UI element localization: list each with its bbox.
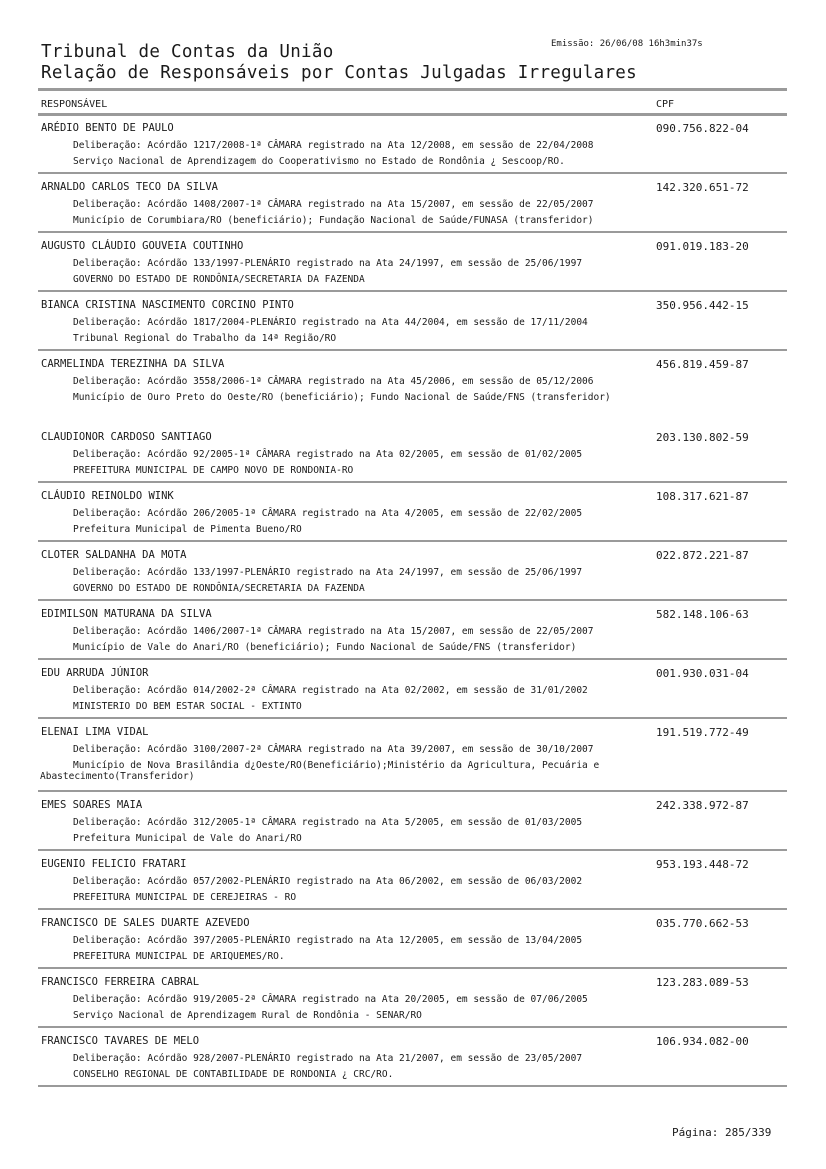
page-title: Tribunal de Contas da União — [41, 42, 334, 62]
record-cpf: 191.519.772-49 — [656, 726, 749, 739]
record-name: EMES SOARES MAIA — [41, 799, 143, 811]
record-cpf: 108.317.621-87 — [656, 490, 749, 503]
record-deliberation: Deliberação: Acórdão 3558/2006-1ª CÂMARA registrado na Ata 45/2006, em sessão de 05/12/2006 — [73, 376, 594, 387]
record-deliberation: Deliberação: Acórdão 1406/2007-1ª CÂMARA registrado na Ata 15/2007, em sessão de 22/05/2007 — [73, 626, 594, 637]
record-divider — [38, 717, 787, 719]
record-cpf: 123.283.089-53 — [656, 976, 749, 989]
record-cpf: 106.934.082-00 — [656, 1035, 749, 1048]
record-cpf: 456.819.459-87 — [656, 358, 749, 371]
record-organization: GOVERNO DO ESTADO DE RONDÔNIA/SECRETARIA DA FAZENDA — [73, 274, 365, 285]
record-divider — [38, 849, 787, 851]
record-divider — [38, 1085, 787, 1087]
record-organization: MINISTERIO DO BEM ESTAR SOCIAL - EXTINTO — [73, 701, 302, 712]
record-organization: Prefeitura Municipal de Vale do Anari/RO — [73, 833, 302, 844]
record-organization: Município de Vale do Anari/RO (beneficiário); Fundo Nacional de Saúde/FNS (transferidor) — [73, 642, 577, 653]
record-name: CLOTER SALDANHA DA MOTA — [41, 549, 187, 561]
record-name: CARMELINDA TEREZINHA DA SILVA — [41, 358, 225, 370]
record-cpf: 350.956.442-15 — [656, 299, 749, 312]
record-organization: Prefeitura Municipal de Pimenta Bueno/RO — [73, 524, 302, 535]
record-name: EDU ARRUDA JÚNIOR — [41, 667, 149, 679]
record-divider — [38, 231, 787, 233]
record-deliberation: Deliberação: Acórdão 919/2005-2ª CÂMARA registrado na Ata 20/2005, em sessão de 07/06/2005 — [73, 994, 588, 1005]
record-name: EUGENIO FELICIO FRATARI — [41, 858, 187, 870]
record-deliberation: Deliberação: Acórdão 1408/2007-1ª CÂMARA registrado na Ata 15/2007, em sessão de 22/05/2007 — [73, 199, 594, 210]
record-deliberation: Deliberação: Acórdão 1817/2004-PLENÁRIO registrado na Ata 44/2004, em sessão de 17/11/2004 — [73, 317, 588, 328]
record-deliberation: Deliberação: Acórdão 397/2005-PLENÁRIO registrado na Ata 12/2005, em sessão de 13/04/2005 — [73, 935, 583, 946]
record-deliberation: Deliberação: Acórdão 057/2002-PLENÁRIO registrado na Ata 06/2002, em sessão de 06/03/2002 — [73, 876, 583, 887]
record-cpf: 582.148.106-63 — [656, 608, 749, 621]
record-organization: Serviço Nacional de Aprendizagem Rural de Rondônia - SENAR/RO — [73, 1010, 422, 1021]
record-name: CLAUDIONOR CARDOSO SANTIAGO — [41, 431, 212, 443]
record-cpf: 001.930.031-04 — [656, 667, 749, 680]
record-cpf: 035.770.662-53 — [656, 917, 749, 930]
record-name: FRANCISCO TAVARES DE MELO — [41, 1035, 200, 1047]
page-number: Página: 285/339 — [672, 1126, 772, 1139]
record-cpf: 022.872.221-87 — [656, 549, 749, 562]
record-deliberation: Deliberação: Acórdão 312/2005-1ª CÂMARA registrado na Ata 5/2005, em sessão de 01/03/2005 — [73, 817, 583, 828]
record-name: EDIMILSON MATURANA DA SILVA — [41, 608, 212, 620]
record-cpf: 203.130.802-59 — [656, 431, 749, 444]
record-organization: PREFEITURA MUNICIPAL DE CAMPO NOVO DE RONDONIA-RO — [73, 465, 354, 476]
record-name: ELENAI LIMA VIDAL — [41, 726, 149, 738]
record-name: CLÁUDIO REINOLDO WINK — [41, 490, 174, 502]
record-organization: PREFEITURA MUNICIPAL DE ARIQUEMES/RO. — [73, 951, 285, 962]
record-divider — [38, 967, 787, 969]
column-header-responsavel: RESPONSÁVEL — [41, 99, 108, 110]
record-cpf: 242.338.972-87 — [656, 799, 749, 812]
record-organization: Município de Nova Brasilândia d¿Oeste/RO(Beneficiário);Ministério da Agricultura, Pecuária e Abastecimento(Transferidor) — [40, 760, 600, 782]
record-divider — [38, 172, 787, 174]
record-cpf: 091.019.183-20 — [656, 240, 749, 253]
record-divider — [38, 599, 787, 601]
column-header-cpf: CPF — [656, 99, 675, 110]
record-divider — [38, 540, 787, 542]
record-name: FRANCISCO FERREIRA CABRAL — [41, 976, 200, 988]
record-deliberation: Deliberação: Acórdão 133/1997-PLENÁRIO registrado na Ata 24/1997, em sessão de 25/06/1997 — [73, 258, 583, 269]
record-organization: Município de Corumbiara/RO (beneficiário); Fundação Nacional de Saúde/FUNASA (transferidor) — [73, 215, 594, 226]
record-divider — [38, 908, 787, 910]
record-organization: Serviço Nacional de Aprendizagem do Cooperativismo no Estado de Rondônia ¿ Sescoop/RO. — [73, 156, 565, 167]
record-name: AUGUSTO CLÁUDIO GOUVEIA COUTINHO — [41, 240, 244, 252]
record-organization: CONSELHO REGIONAL DE CONTABILIDADE DE RONDONIA ¿ CRC/RO. — [73, 1069, 394, 1080]
page-subtitle: Relação de Responsáveis por Contas Julgadas Irregulares — [41, 63, 637, 83]
record-cpf: 142.320.651-72 — [656, 181, 749, 194]
record-divider — [38, 290, 787, 292]
record-deliberation: Deliberação: Acórdão 928/2007-PLENÁRIO registrado na Ata 21/2007, em sessão de 23/05/2007 — [73, 1053, 583, 1064]
record-divider — [38, 790, 787, 792]
header-divider-bottom — [38, 113, 787, 116]
record-name: ARÉDIO BENTO DE PAULO — [41, 122, 174, 134]
record-deliberation: Deliberação: Acórdão 92/2005-1ª CÂMARA registrado na Ata 02/2005, em sessão de 01/02/2005 — [73, 449, 583, 460]
record-deliberation: Deliberação: Acórdão 3100/2007-2ª CÂMARA registrado na Ata 39/2007, em sessão de 30/10/2007 — [73, 744, 594, 755]
record-deliberation: Deliberação: Acórdão 1217/2008-1ª CÂMARA registrado na Ata 12/2008, em sessão de 22/04/2008 — [73, 140, 594, 151]
record-deliberation: Deliberação: Acórdão 206/2005-1ª CÂMARA registrado na Ata 4/2005, em sessão de 22/02/2005 — [73, 508, 583, 519]
record-divider — [38, 349, 787, 351]
header-divider-top — [38, 88, 787, 91]
record-name: FRANCISCO DE SALES DUARTE AZEVEDO — [41, 917, 250, 929]
emission-timestamp: Emissão: 26/06/08 16h3min37s — [551, 39, 703, 49]
record-deliberation: Deliberação: Acórdão 133/1997-PLENÁRIO registrado na Ata 24/1997, em sessão de 25/06/1997 — [73, 567, 583, 578]
record-divider — [38, 481, 787, 483]
record-organization: PREFEITURA MUNICIPAL DE CEREJEIRAS - RO — [73, 892, 297, 903]
record-deliberation: Deliberação: Acórdão 014/2002-2ª CÂMARA registrado na Ata 02/2002, em sessão de 31/01/2002 — [73, 685, 588, 696]
record-name: BIANCA CRISTINA NASCIMENTO CORCINO PINTO — [41, 299, 294, 311]
record-organization: Tribunal Regional do Trabalho da 14ª Região/RO — [73, 333, 337, 344]
record-name: ARNALDO CARLOS TECO DA SILVA — [41, 181, 219, 193]
record-divider — [38, 658, 787, 660]
record-cpf: 953.193.448-72 — [656, 858, 749, 871]
record-cpf: 090.756.822-04 — [656, 122, 749, 135]
record-divider — [38, 1026, 787, 1028]
record-organization: GOVERNO DO ESTADO DE RONDÔNIA/SECRETARIA DA FAZENDA — [73, 583, 365, 594]
record-organization: Município de Ouro Preto do Oeste/RO (beneficiário); Fundo Nacional de Saúde/FNS (transferidor) — [73, 392, 611, 403]
